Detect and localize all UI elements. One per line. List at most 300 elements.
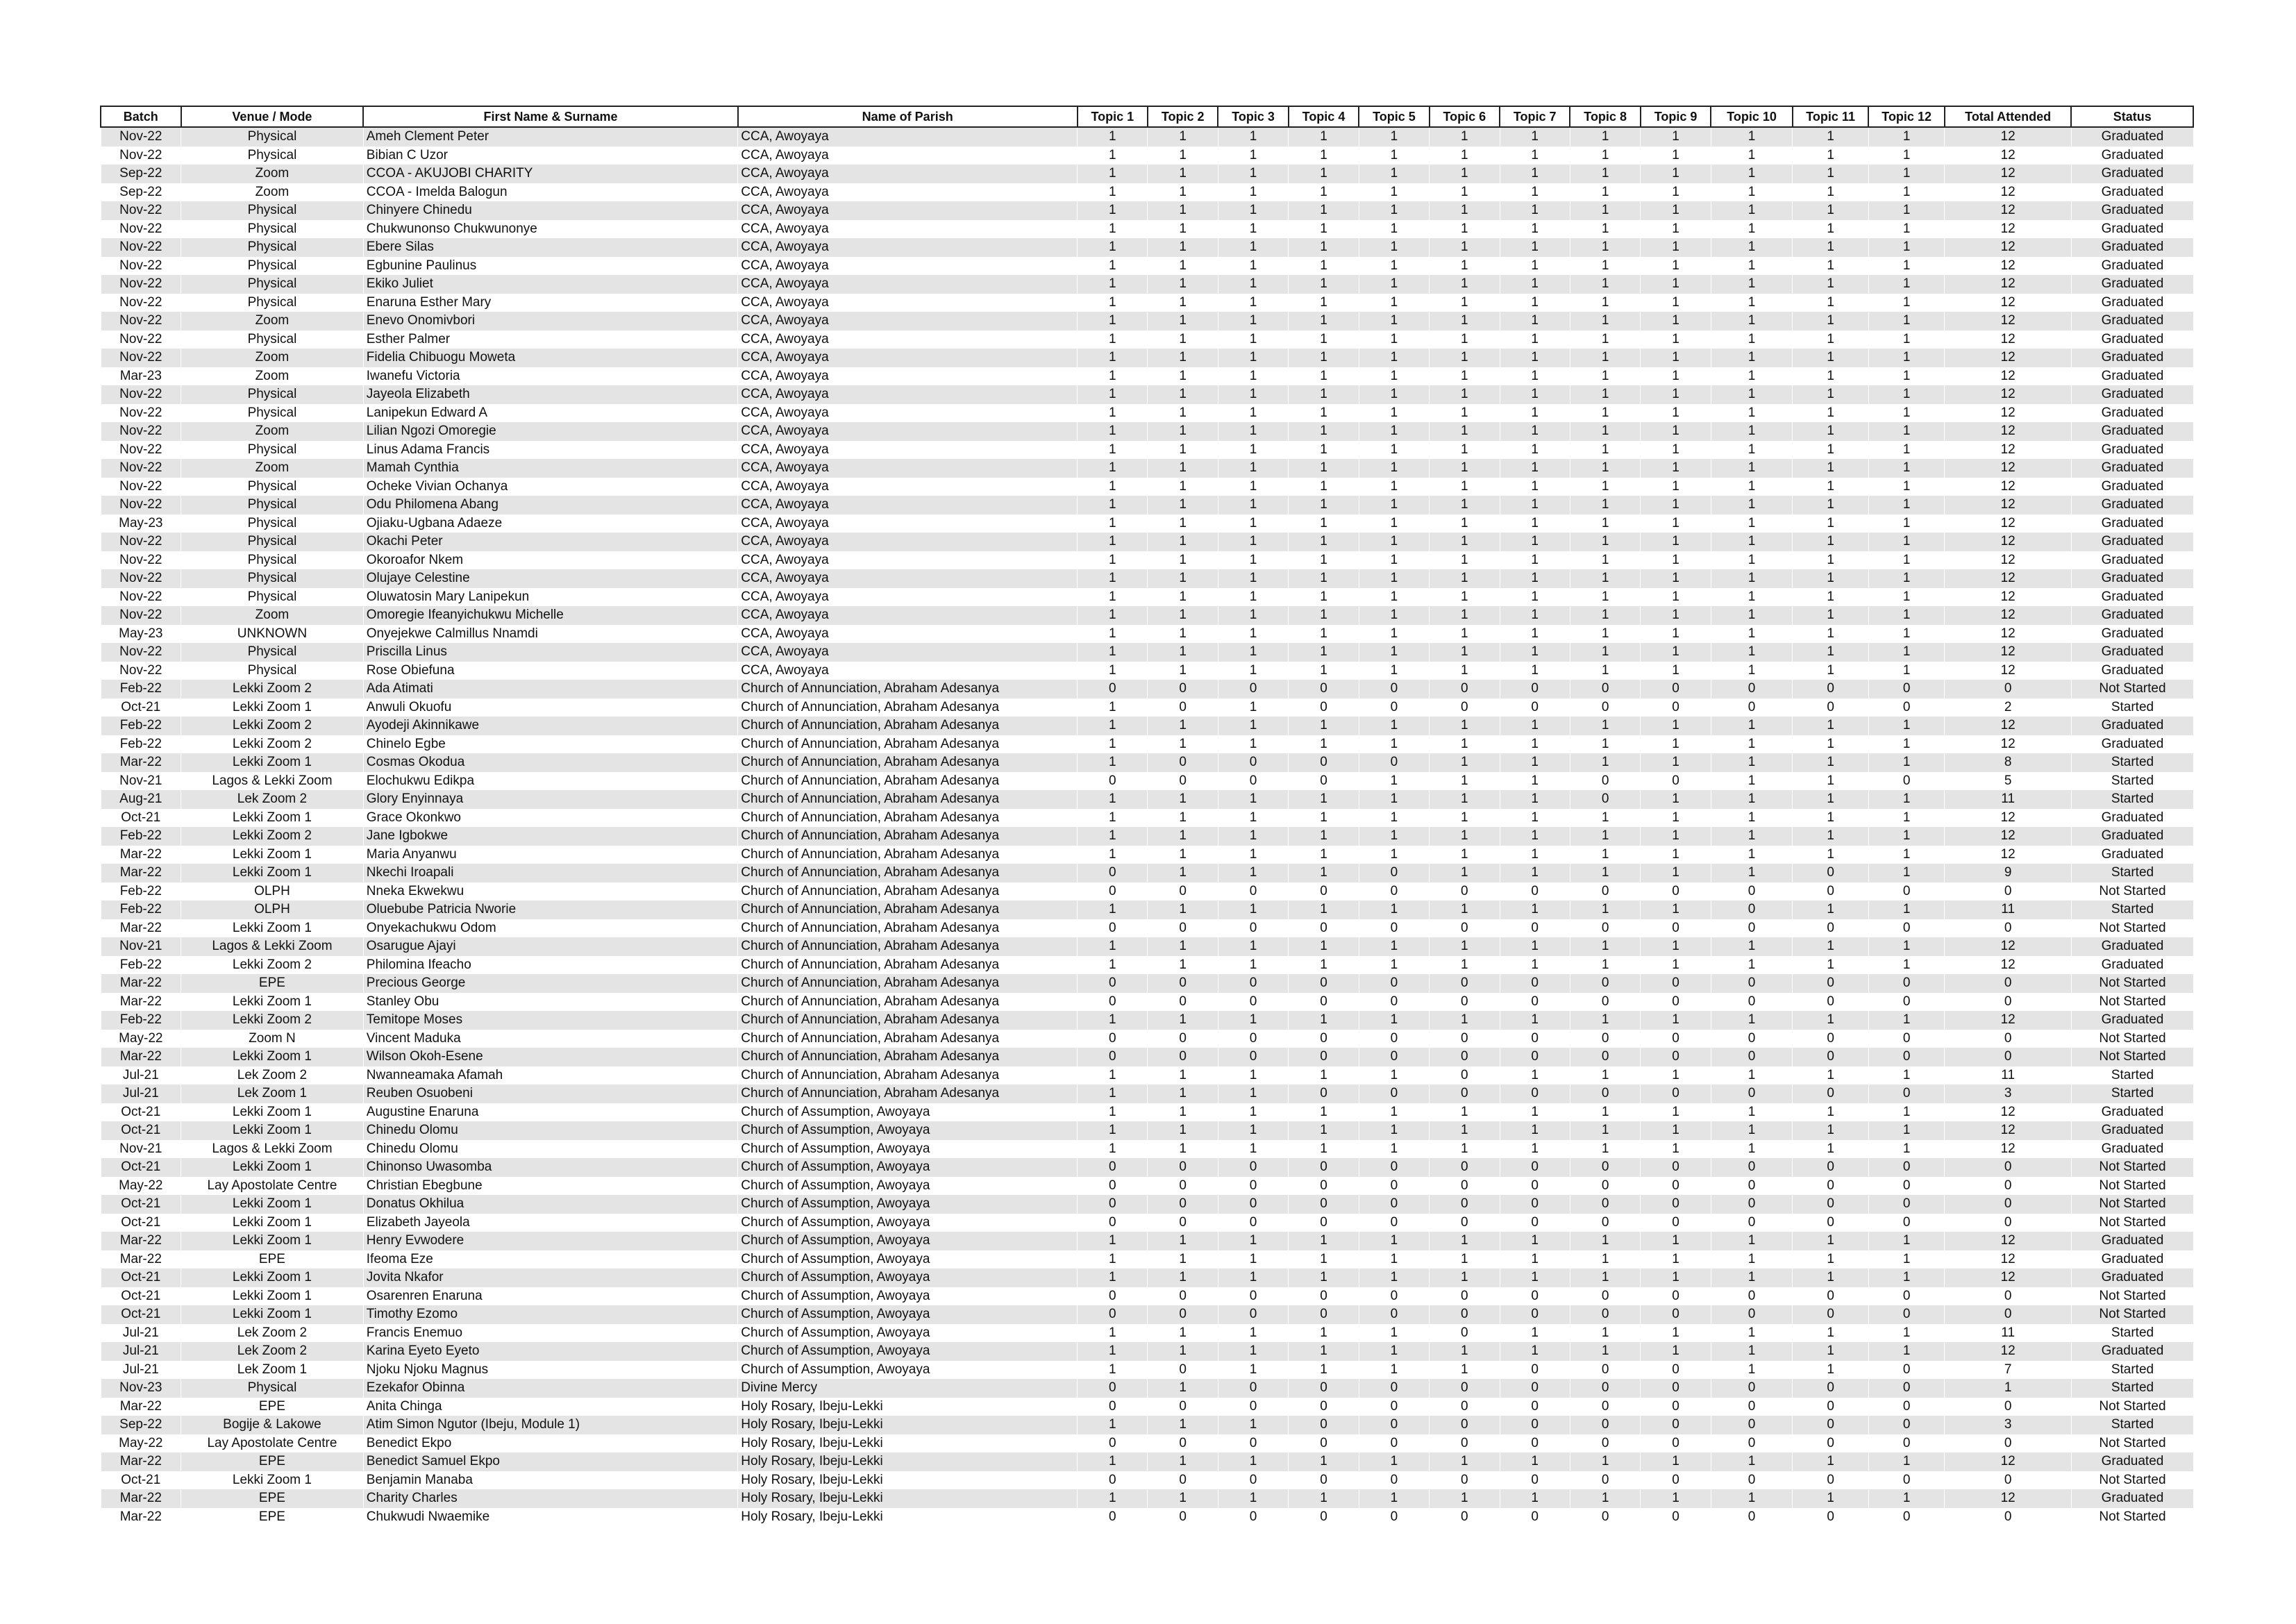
table-cell: 12 bbox=[1945, 588, 2072, 607]
table-cell: EPE bbox=[181, 1453, 364, 1471]
table-cell: Church of Annunciation, Abraham Adesanya bbox=[738, 717, 1078, 735]
table-cell: Osarugue Ajayi bbox=[363, 937, 738, 956]
table-cell: 1 bbox=[1078, 165, 1148, 183]
table-cell: 0 bbox=[1430, 1324, 1500, 1343]
table-cell: 1 bbox=[1218, 1342, 1288, 1361]
table-cell: 1 bbox=[1359, 367, 1429, 386]
table-cell: 0 bbox=[1793, 1379, 1869, 1398]
table-cell: 1 bbox=[1430, 662, 1500, 680]
table-cell: 0 bbox=[1711, 882, 1793, 901]
table-cell: 1 bbox=[1570, 717, 1640, 735]
table-cell: CCA, Awoyaya bbox=[738, 385, 1078, 404]
table-cell: 1 bbox=[1430, 901, 1500, 919]
table-cell: 1 bbox=[1148, 1103, 1218, 1122]
table-cell: 1 bbox=[1359, 533, 1429, 551]
table-cell: Jul-21 bbox=[101, 1342, 181, 1361]
table-cell: 0 bbox=[1430, 680, 1500, 698]
table-cell: 1 bbox=[1641, 165, 1711, 183]
table-cell: 1 bbox=[1793, 1103, 1869, 1122]
table-cell: Church of Assumption, Awoyaya bbox=[738, 1214, 1078, 1232]
table-cell: Oct-21 bbox=[101, 1471, 181, 1490]
table-cell: 1 bbox=[1711, 404, 1793, 423]
table-cell: Feb-22 bbox=[101, 1011, 181, 1030]
table-cell: Lekki Zoom 1 bbox=[181, 698, 364, 717]
table-cell: 1 bbox=[1078, 459, 1148, 478]
table-cell: 0 bbox=[1430, 1030, 1500, 1048]
table-cell: 1 bbox=[1570, 1453, 1640, 1471]
table-row bbox=[101, 294, 2193, 312]
table-row bbox=[101, 1158, 2193, 1177]
table-row bbox=[101, 937, 2193, 956]
table-cell: 0 bbox=[1359, 1471, 1429, 1490]
table-cell: Started bbox=[2071, 1085, 2193, 1103]
table-cell: Physical bbox=[181, 127, 364, 147]
table-cell: Graduated bbox=[2071, 165, 2193, 183]
table-cell: 12 bbox=[1945, 606, 2072, 625]
table-cell: 1 bbox=[1430, 294, 1500, 312]
table-cell: Started bbox=[2071, 1416, 2193, 1434]
table-cell: Physical bbox=[181, 643, 364, 662]
table-cell: Nov-22 bbox=[101, 238, 181, 257]
table-cell: Nov-22 bbox=[101, 257, 181, 276]
table-cell: 1 bbox=[1430, 533, 1500, 551]
table-cell: Fidelia Chibuogu Moweta bbox=[363, 349, 738, 367]
table-cell: Lekki Zoom 1 bbox=[181, 1214, 364, 1232]
table-cell: 1 bbox=[1078, 625, 1148, 644]
table-row bbox=[101, 919, 2193, 938]
table-cell: 12 bbox=[1945, 1250, 2072, 1269]
table-cell: CCA, Awoyaya bbox=[738, 533, 1078, 551]
table-cell: 12 bbox=[1945, 1103, 2072, 1122]
table-cell: Graduated bbox=[2071, 514, 2193, 533]
column-header: Topic 10 bbox=[1711, 106, 1793, 127]
table-cell: Church of Assumption, Awoyaya bbox=[738, 1103, 1078, 1122]
table-cell: 1 bbox=[1218, 735, 1288, 754]
table-cell: 1 bbox=[1430, 790, 1500, 809]
table-cell: 1 bbox=[1218, 127, 1288, 147]
table-cell: 1 bbox=[1430, 864, 1500, 882]
table-cell: Graduated bbox=[2071, 1121, 2193, 1140]
table-row bbox=[101, 496, 2193, 514]
table-cell: Lekki Zoom 1 bbox=[181, 1121, 364, 1140]
table-row bbox=[101, 625, 2193, 644]
table-cell: 0 bbox=[1078, 993, 1148, 1012]
table-cell: 1 bbox=[1570, 827, 1640, 846]
table-cell: 1 bbox=[1570, 294, 1640, 312]
table-row bbox=[101, 1066, 2193, 1085]
table-cell: 3 bbox=[1945, 1416, 2072, 1434]
table-cell: Graduated bbox=[2071, 220, 2193, 239]
table-cell: 0 bbox=[1945, 1048, 2072, 1066]
table-cell: 0 bbox=[1148, 1398, 1218, 1416]
table-cell: 1 bbox=[1359, 790, 1429, 809]
table-cell: 0 bbox=[1570, 1158, 1640, 1177]
table-cell: 1 bbox=[1289, 385, 1359, 404]
table-cell: 0 bbox=[1218, 680, 1288, 698]
table-cell: 1 bbox=[1078, 1085, 1148, 1103]
table-cell: Lekki Zoom 1 bbox=[181, 1305, 364, 1324]
table-cell: 0 bbox=[1218, 974, 1288, 993]
table-cell: 1 bbox=[1359, 514, 1429, 533]
table-cell: 1 bbox=[1641, 1232, 1711, 1250]
table-row bbox=[101, 680, 2193, 698]
table-cell: 1 bbox=[1868, 275, 1945, 294]
table-cell: 1 bbox=[1078, 1011, 1148, 1030]
table-cell: 12 bbox=[1945, 201, 2072, 220]
table-cell: 0 bbox=[1945, 680, 2072, 698]
table-cell: 1 bbox=[1500, 514, 1570, 533]
table-cell: 1 bbox=[1289, 1066, 1359, 1085]
table-cell: 1 bbox=[1641, 864, 1711, 882]
table-row bbox=[101, 165, 2193, 183]
table-cell: EPE bbox=[181, 974, 364, 993]
table-cell: 0 bbox=[1359, 993, 1429, 1012]
table-cell: 0 bbox=[1148, 1305, 1218, 1324]
table-cell: 0 bbox=[1289, 1379, 1359, 1398]
table-cell: 1 bbox=[1218, 533, 1288, 551]
table-cell: 1 bbox=[1868, 551, 1945, 570]
table-cell: 1 bbox=[1148, 809, 1218, 828]
table-cell: Grace Okonkwo bbox=[363, 809, 738, 828]
table-row bbox=[101, 698, 2193, 717]
table-cell: 1 bbox=[1711, 1250, 1793, 1269]
table-cell: 1 bbox=[1793, 533, 1869, 551]
table-cell: 1 bbox=[1148, 662, 1218, 680]
table-cell: 1 bbox=[1430, 625, 1500, 644]
table-cell: 1 bbox=[1868, 238, 1945, 257]
table-cell: 0 bbox=[1430, 1508, 1500, 1527]
table-cell: 1 bbox=[1711, 165, 1793, 183]
table-cell: 1 bbox=[1289, 625, 1359, 644]
table-cell: 1 bbox=[1359, 1121, 1429, 1140]
table-cell: 12 bbox=[1945, 367, 2072, 386]
table-cell: 1 bbox=[1793, 827, 1869, 846]
table-cell: 1 bbox=[1500, 459, 1570, 478]
table-cell: 1 bbox=[1793, 846, 1869, 864]
table-cell: 1 bbox=[1218, 238, 1288, 257]
table-cell: 0 bbox=[1148, 1287, 1218, 1306]
table-cell: 1 bbox=[1148, 1379, 1218, 1398]
table-cell: 1 bbox=[1148, 533, 1218, 551]
table-cell: 1 bbox=[1793, 1324, 1869, 1343]
table-cell: Oct-21 bbox=[101, 1269, 181, 1287]
table-cell: 1 bbox=[1711, 1103, 1793, 1122]
table-cell: 0 bbox=[1570, 882, 1640, 901]
table-cell: 0 bbox=[1570, 1305, 1640, 1324]
table-cell: 1 bbox=[1500, 330, 1570, 349]
table-cell: 0 bbox=[1289, 1416, 1359, 1434]
table-cell: 1 bbox=[1078, 404, 1148, 423]
table-cell: Church of Assumption, Awoyaya bbox=[738, 1121, 1078, 1140]
table-cell: Nov-22 bbox=[101, 127, 181, 147]
table-cell: 0 bbox=[1868, 882, 1945, 901]
column-header: Topic 12 bbox=[1868, 106, 1945, 127]
table-cell: 0 bbox=[1868, 1305, 1945, 1324]
table-cell: 1 bbox=[1641, 717, 1711, 735]
table-cell: 1 bbox=[1500, 937, 1570, 956]
table-cell: 1 bbox=[1570, 956, 1640, 975]
table-cell: Feb-22 bbox=[101, 680, 181, 698]
table-cell: Enaruna Esther Mary bbox=[363, 294, 738, 312]
table-cell: Nov-22 bbox=[101, 441, 181, 460]
table-cell: 1 bbox=[1430, 514, 1500, 533]
table-cell: 1 bbox=[1868, 183, 1945, 202]
table-cell: 1 bbox=[1570, 275, 1640, 294]
table-cell: 1 bbox=[1868, 459, 1945, 478]
table-cell: 1 bbox=[1868, 1489, 1945, 1508]
table-cell: 1 bbox=[1500, 1232, 1570, 1250]
table-cell: 0 bbox=[1868, 1471, 1945, 1490]
table-cell: Church of Assumption, Awoyaya bbox=[738, 1287, 1078, 1306]
table-cell: 1 bbox=[1148, 367, 1218, 386]
table-cell: Lekki Zoom 2 bbox=[181, 680, 364, 698]
table-cell: 1 bbox=[1570, 422, 1640, 441]
table-cell: 1 bbox=[1218, 1324, 1288, 1343]
table-cell: Physical bbox=[181, 404, 364, 423]
table-cell: 1 bbox=[1711, 294, 1793, 312]
table-cell: 0 bbox=[1218, 1434, 1288, 1453]
table-cell: 0 bbox=[1289, 1471, 1359, 1490]
table-cell: 1 bbox=[1868, 846, 1945, 864]
table-cell: 0 bbox=[1500, 1416, 1570, 1434]
table-cell: 1 bbox=[1078, 753, 1148, 772]
table-cell: 1 bbox=[1148, 312, 1218, 330]
table-cell: 1 bbox=[1868, 753, 1945, 772]
table-cell: 1 bbox=[1570, 606, 1640, 625]
table-cell: 1 bbox=[1711, 441, 1793, 460]
table-cell: Church of Annunciation, Abraham Adesanya bbox=[738, 735, 1078, 754]
table-cell: Graduated bbox=[2071, 827, 2193, 846]
table-cell: 1 bbox=[1868, 1250, 1945, 1269]
table-cell: Elochukwu Edikpa bbox=[363, 772, 738, 791]
table-cell: 1 bbox=[1500, 367, 1570, 386]
table-cell: Lagos & Lekki Zoom bbox=[181, 772, 364, 791]
table-cell: 1 bbox=[1711, 201, 1793, 220]
table-cell: 1 bbox=[1359, 1361, 1429, 1380]
table-cell: Started bbox=[2071, 790, 2193, 809]
table-cell: 1 bbox=[1289, 901, 1359, 919]
header-row bbox=[101, 106, 2193, 127]
table-row bbox=[101, 1489, 2193, 1508]
table-cell: 1 bbox=[1078, 1140, 1148, 1159]
table-cell: 0 bbox=[1641, 680, 1711, 698]
table-cell: Church of Annunciation, Abraham Adesanya bbox=[738, 753, 1078, 772]
table-cell: 0 bbox=[1218, 1177, 1288, 1196]
table-cell: 0 bbox=[1148, 1434, 1218, 1453]
table-cell: 1 bbox=[1430, 827, 1500, 846]
table-row bbox=[101, 127, 2193, 147]
table-cell: 1 bbox=[1570, 937, 1640, 956]
table-cell: Feb-22 bbox=[101, 735, 181, 754]
table-cell: 0 bbox=[1945, 974, 2072, 993]
table-cell: 0 bbox=[1289, 1048, 1359, 1066]
table-cell: 1 bbox=[1793, 514, 1869, 533]
table-cell: 12 bbox=[1945, 1140, 2072, 1159]
table-cell: 0 bbox=[1218, 1287, 1288, 1306]
table-cell: 1 bbox=[1500, 422, 1570, 441]
table-cell: 1 bbox=[1078, 1269, 1148, 1287]
table-cell: Not Started bbox=[2071, 1030, 2193, 1048]
table-cell: 0 bbox=[1641, 1379, 1711, 1398]
table-cell: 1 bbox=[1868, 127, 1945, 147]
table-cell: 0 bbox=[1793, 1471, 1869, 1490]
table-cell: 1 bbox=[1289, 1250, 1359, 1269]
table-cell: 1 bbox=[1359, 459, 1429, 478]
table-cell: 0 bbox=[1500, 1471, 1570, 1490]
table-cell: Sep-22 bbox=[101, 183, 181, 202]
table-cell: Not Started bbox=[2071, 1177, 2193, 1196]
table-cell: EPE bbox=[181, 1489, 364, 1508]
table-cell: 0 bbox=[1570, 1471, 1640, 1490]
table-cell: Lagos & Lekki Zoom bbox=[181, 1140, 364, 1159]
table-cell: 1 bbox=[1641, 1453, 1711, 1471]
table-cell: May-22 bbox=[101, 1030, 181, 1048]
table-cell: Ameh Clement Peter bbox=[363, 127, 738, 147]
table-cell: Ayodeji Akinnikawe bbox=[363, 717, 738, 735]
table-cell: 0 bbox=[1711, 919, 1793, 938]
table-cell: 1 bbox=[1793, 238, 1869, 257]
table-cell: 1 bbox=[1641, 294, 1711, 312]
table-cell: 0 bbox=[1218, 882, 1288, 901]
table-cell: 1 bbox=[1078, 1416, 1148, 1434]
table-cell: 0 bbox=[1570, 1434, 1640, 1453]
table-cell: 1 bbox=[1148, 1453, 1218, 1471]
table-cell: 12 bbox=[1945, 1121, 2072, 1140]
table-cell: Nov-22 bbox=[101, 404, 181, 423]
table-cell: Church of Annunciation, Abraham Adesanya bbox=[738, 846, 1078, 864]
table-body bbox=[101, 127, 2193, 1526]
table-cell: Karina Eyeto Eyeto bbox=[363, 1342, 738, 1361]
table-cell: 12 bbox=[1945, 827, 2072, 846]
table-cell: 0 bbox=[1570, 1195, 1640, 1214]
table-cell: 1 bbox=[1711, 147, 1793, 165]
table-cell: 0 bbox=[1641, 1471, 1711, 1490]
table-cell: 7 bbox=[1945, 1361, 2072, 1380]
table-row bbox=[101, 1324, 2193, 1343]
table-cell: 1 bbox=[1430, 478, 1500, 496]
table-cell: 1 bbox=[1793, 569, 1869, 588]
table-cell: Not Started bbox=[2071, 882, 2193, 901]
table-cell: 0 bbox=[1078, 1287, 1148, 1306]
table-cell: 1 bbox=[1078, 330, 1148, 349]
table-cell: 1 bbox=[1359, 901, 1429, 919]
table-cell: 1 bbox=[1641, 404, 1711, 423]
table-cell: Zoom bbox=[181, 606, 364, 625]
table-cell: 0 bbox=[1430, 1066, 1500, 1085]
table-cell: 1 bbox=[1289, 330, 1359, 349]
table-cell: 12 bbox=[1945, 312, 2072, 330]
table-cell: 1 bbox=[1793, 441, 1869, 460]
table-cell: Ekiko Juliet bbox=[363, 275, 738, 294]
table-cell: 1 bbox=[1868, 1103, 1945, 1122]
table-cell: Graduated bbox=[2071, 294, 2193, 312]
table-cell: 1 bbox=[1078, 1342, 1148, 1361]
table-cell: CCOA - Imelda Balogun bbox=[363, 183, 738, 202]
table-cell: 0 bbox=[1218, 753, 1288, 772]
table-cell: Zoom bbox=[181, 165, 364, 183]
table-cell: Graduated bbox=[2071, 257, 2193, 276]
table-cell: Physical bbox=[181, 275, 364, 294]
table-cell: 1 bbox=[1359, 662, 1429, 680]
table-cell: 1 bbox=[1430, 385, 1500, 404]
table-cell: 0 bbox=[1078, 1177, 1148, 1196]
table-cell: 0 bbox=[1711, 1177, 1793, 1196]
table-cell: 12 bbox=[1945, 165, 2072, 183]
table-cell: 0 bbox=[1359, 1030, 1429, 1048]
table-cell: 1 bbox=[1500, 496, 1570, 514]
table-cell: 12 bbox=[1945, 220, 2072, 239]
table-cell: Mar-22 bbox=[101, 753, 181, 772]
table-cell: 8 bbox=[1945, 753, 2072, 772]
table-cell: Church of Assumption, Awoyaya bbox=[738, 1158, 1078, 1177]
table-cell: 1 bbox=[1430, 459, 1500, 478]
table-cell: Lekki Zoom 1 bbox=[181, 1232, 364, 1250]
table-cell: 0 bbox=[1641, 1305, 1711, 1324]
table-row bbox=[101, 772, 2193, 791]
table-row bbox=[101, 974, 2193, 993]
table-cell: Graduated bbox=[2071, 1232, 2193, 1250]
table-cell: 1 bbox=[1793, 183, 1869, 202]
table-cell: 1 bbox=[1289, 606, 1359, 625]
table-cell: 1 bbox=[1359, 551, 1429, 570]
table-cell: Lekki Zoom 1 bbox=[181, 846, 364, 864]
table-cell: 1 bbox=[1793, 385, 1869, 404]
table-cell: Mamah Cynthia bbox=[363, 459, 738, 478]
table-cell: Church of Annunciation, Abraham Adesanya bbox=[738, 1048, 1078, 1066]
table-cell: 1 bbox=[1868, 956, 1945, 975]
table-cell: Graduated bbox=[2071, 643, 2193, 662]
table-cell: 1 bbox=[1641, 459, 1711, 478]
table-cell: Lilian Ngozi Omoregie bbox=[363, 422, 738, 441]
table-cell: 1 bbox=[1641, 127, 1711, 147]
table-cell: 0 bbox=[1218, 1048, 1288, 1066]
table-cell: 1 bbox=[1359, 956, 1429, 975]
table-row bbox=[101, 1471, 2193, 1490]
table-cell: 1 bbox=[1793, 294, 1869, 312]
table-cell: 0 bbox=[1500, 882, 1570, 901]
table-cell: 12 bbox=[1945, 625, 2072, 644]
table-cell: Physical bbox=[181, 238, 364, 257]
table-cell: 0 bbox=[1218, 1471, 1288, 1490]
table-cell: 1 bbox=[1500, 1140, 1570, 1159]
table-cell: 1 bbox=[1078, 127, 1148, 147]
table-cell: 0 bbox=[1641, 1361, 1711, 1380]
table-cell: 1 bbox=[1641, 312, 1711, 330]
table-cell: 1 bbox=[1711, 1324, 1793, 1343]
table-cell: 1 bbox=[1641, 385, 1711, 404]
table-cell: 0 bbox=[1500, 1361, 1570, 1380]
table-cell: 1 bbox=[1359, 717, 1429, 735]
table-cell: Graduated bbox=[2071, 1342, 2193, 1361]
table-cell: 0 bbox=[1793, 1158, 1869, 1177]
table-row bbox=[101, 459, 2193, 478]
table-cell: 1 bbox=[1148, 1121, 1218, 1140]
table-cell: 1 bbox=[1078, 662, 1148, 680]
table-cell: 0 bbox=[1218, 1195, 1288, 1214]
table-cell: 1 bbox=[1641, 275, 1711, 294]
table-cell: 1 bbox=[1570, 809, 1640, 828]
table-cell: 1 bbox=[1359, 312, 1429, 330]
table-cell: 12 bbox=[1945, 422, 2072, 441]
table-cell: Started bbox=[2071, 772, 2193, 791]
table-cell: 0 bbox=[1570, 1085, 1640, 1103]
table-cell: Physical bbox=[181, 662, 364, 680]
table-row bbox=[101, 1305, 2193, 1324]
table-cell: 0 bbox=[1289, 698, 1359, 717]
table-cell: 0 bbox=[1148, 698, 1218, 717]
table-cell: Church of Annunciation, Abraham Adesanya bbox=[738, 1011, 1078, 1030]
table-cell: 0 bbox=[1570, 1177, 1640, 1196]
